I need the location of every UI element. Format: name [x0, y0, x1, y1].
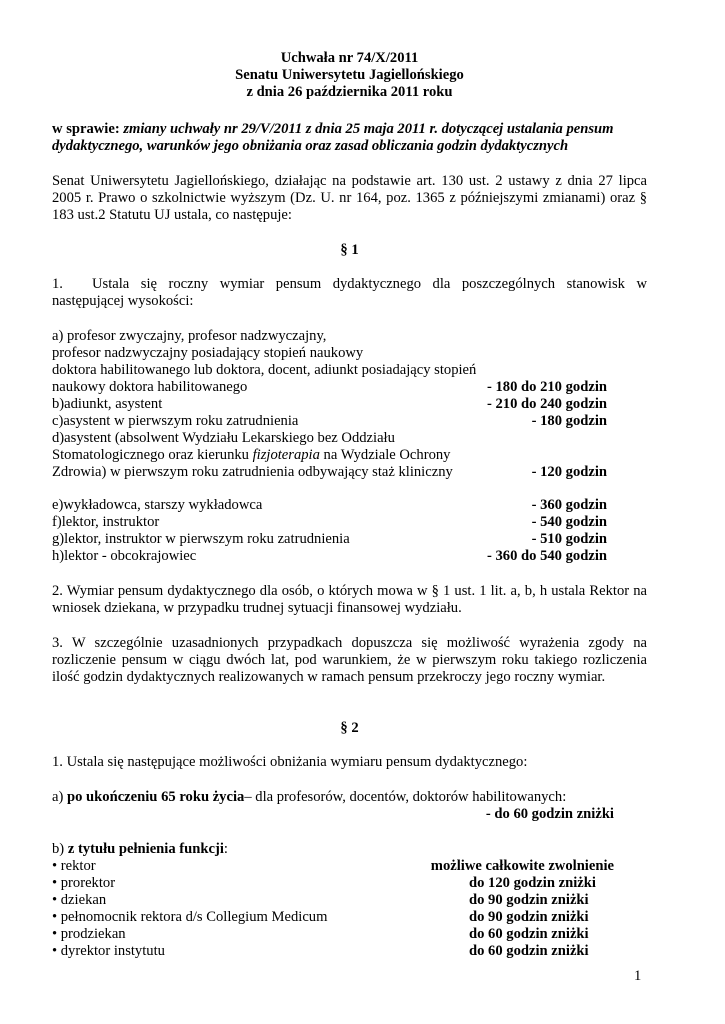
position-e-row: [52, 497, 647, 514]
position-f-value: - 540 godzin: [531, 514, 607, 530]
position-c-value: - 180 godzin: [531, 413, 607, 429]
sec2-point-1: 1. Ustala się następujące możliwości obniżania wymiaru pensum dydaktycznego:: [52, 754, 528, 770]
position-b-label: b)adiunkt, asystent: [52, 396, 163, 412]
subject-prefix: w sprawie:: [52, 121, 124, 137]
function-value: do 60 godzin zniżki: [469, 943, 589, 959]
function-row: [52, 858, 647, 875]
position-e-value: - 360 godzin: [531, 497, 607, 513]
sec2-a-rest: – dla profesorów, docentów, doktorów habilitowanych:: [244, 789, 567, 805]
sec1-point-1-number: 1.: [52, 276, 63, 292]
title-line-2: Senatu Uniwersytetu Jagiellońskiego: [235, 67, 464, 83]
function-row: [52, 943, 647, 960]
position-h-value: - 360 do 540 godzin: [486, 548, 607, 564]
sec2-a-value: - do 60 godzin zniżki: [485, 806, 614, 822]
position-e-label: e)wykładowca, starszy wykładowca: [52, 497, 263, 513]
positions-list-2: [52, 497, 647, 565]
function-value: do 90 godzin zniżki: [469, 909, 589, 925]
function-label: • prorektor: [52, 875, 116, 891]
position-d-line-2: [52, 447, 647, 464]
function-row: [52, 926, 647, 943]
subject-text-1: zmiany uchwały nr 29/V/2011 z dnia 25 maja 2011 r. dotyczącej ustalania pensum: [123, 121, 614, 137]
position-h-row: [52, 548, 647, 565]
position-d-line-2-a: Stomatologicznego oraz kierunku: [52, 447, 253, 463]
function-value: do 60 godzin zniżki: [469, 926, 589, 942]
function-label: • dyrektor instytutu: [52, 943, 165, 959]
function-label: • prodziekan: [52, 926, 126, 942]
position-a-line-4: naukowy doktora habilitowanego: [52, 379, 248, 395]
position-d-value: - 120 godzin: [531, 464, 607, 480]
position-c-row: [52, 413, 647, 430]
function-label: • dziekan: [52, 892, 107, 908]
function-value: do 120 godzin zniżki: [469, 875, 596, 891]
sec1-point-1-text: Ustala się roczny wymiar pensum dydaktycznego dla poszczególnych stanowisk w następującej wysokości:: [52, 276, 647, 309]
sec2-point-b: [52, 841, 647, 858]
position-f-label: f)lektor, instruktor: [52, 514, 160, 530]
position-a-line-3: doktora habilitowanego lub doktora, docent, adiunkt posiadający stopień: [52, 362, 477, 378]
sec1-point-1: [52, 276, 647, 310]
function-row: [52, 892, 647, 909]
position-f-row: [52, 514, 647, 531]
position-b-row: [52, 396, 647, 413]
position-d-line-2-italic: fizjoterapia: [252, 447, 320, 463]
function-row: [52, 909, 647, 926]
document-page: [52, 50, 647, 960]
function-label: • pełnomocnik rektora d/s Collegium Medicum: [52, 909, 328, 925]
positions-list-1: [52, 328, 647, 481]
position-d-line-2-b: na Wydziale Ochrony: [319, 447, 451, 463]
function-value: do 90 godzin zniżki: [469, 892, 589, 908]
sec2-b-prefix: b): [52, 841, 68, 857]
sec2-b-bold: z tytułu pełnienia funkcji: [67, 841, 224, 857]
position-a-line-1: a) profesor zwyczajny, profesor nadzwyczajny,: [52, 328, 327, 344]
sec2-a-prefix: a): [52, 789, 67, 805]
resolution-title: [52, 50, 647, 101]
title-line-1: Uchwała nr 74/X/2011: [280, 50, 419, 66]
subject-text-2: dydaktycznego, warunków jego obniżania oraz zasad obliczania godzin dydaktycznych: [52, 138, 569, 154]
title-line-3: z dnia 26 października 2011 roku: [246, 84, 453, 100]
position-g-value: - 510 godzin: [531, 531, 607, 547]
position-a-row: [52, 379, 647, 396]
sec2-point-a: [52, 789, 647, 806]
section-1-title: § 1: [340, 242, 359, 258]
position-h-label: h)lektor - obcokrajowiec: [52, 548, 197, 564]
sec2-a-bold: po ukończeniu 65 roku życia: [67, 789, 245, 805]
position-b-value: - 210 do 240 godzin: [486, 396, 607, 412]
page-number: 1: [634, 968, 642, 984]
sec1-point-2: 2. Wymiar pensum dydaktycznego dla osób, o których mowa w § 1 ust. 1 lit. a, b, h ustala Rektor na wniosek dziekana, w przypadku trudnej sytuacji finansowej wydziału.: [52, 583, 647, 616]
position-g-label: g)lektor, instruktor w pierwszym roku zatrudnienia: [52, 531, 350, 547]
function-label: • rektor: [52, 858, 96, 874]
position-d-line-1: d)asystent (absolwent Wydziału Lekarskiego bez Oddziału: [52, 430, 395, 446]
intro-paragraph: Senat Uniwersytetu Jagiellońskiego, działając na podstawie art. 130 ust. 2 ustawy z dnia 27 lipca 2005 r. Prawo o szkolnictwie wyższym (Dz. U. nr 164, poz. 1365 z późniejszymi zmianami) oraz § 183 ust.2 Statutu UJ ustala, co następuje:: [52, 173, 647, 223]
section-2-title: § 2: [340, 720, 359, 736]
position-d-line-3: Zdrowia) w pierwszym roku zatrudnienia odbywający staż kliniczny: [52, 464, 453, 480]
position-c-label: c)asystent w pierwszym roku zatrudnienia: [52, 413, 299, 429]
functions-list: [52, 858, 647, 960]
position-a-value: - 180 do 210 godzin: [486, 379, 607, 395]
subject-paragraph: [52, 121, 647, 155]
position-a-line-2: profesor nadzwyczajny posiadający stopień naukowy: [52, 345, 364, 361]
function-value: możliwe całkowite zwolnienie: [430, 858, 614, 874]
position-d-row: [52, 464, 647, 481]
sec1-point-3: 3. W szczególnie uzasadnionych przypadkach dopuszcza się możliwość wyrażenia zgody na rozliczenie pensum w ciągu dwóch lat, pod warunkiem, że w pierwszym roku takiego rozliczenia ilość godzin dydaktycznych realizowanych w ramach pensum przekroczy jego roczny wymiar.: [52, 635, 647, 685]
sec2-b-colon: :: [223, 841, 228, 857]
position-g-row: [52, 531, 647, 548]
function-row: [52, 875, 647, 892]
